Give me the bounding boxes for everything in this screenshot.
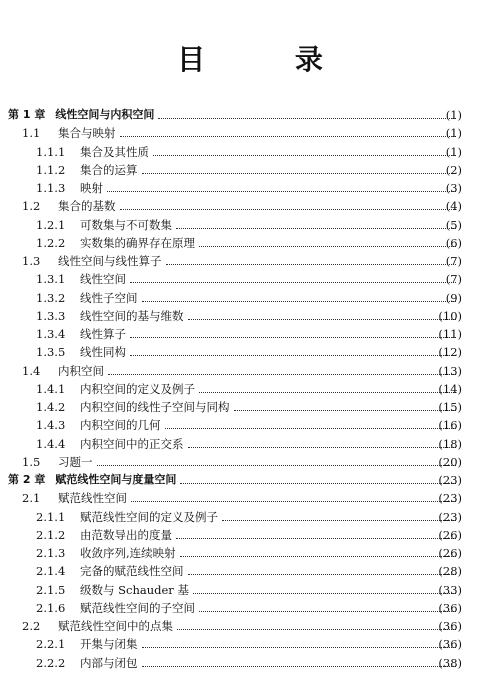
entry-number: 2.1.4 [36,564,66,579]
dot-leader [180,555,456,557]
entry-page-number: (23) [438,491,462,506]
entry-page-number: (36) [438,619,462,633]
entry-title: 线性空间与内积空间 [55,108,155,121]
entry-title: 集合及其性质 [80,144,149,159]
entry-number: 1.1.3 [36,181,66,195]
entry-page-number: (15) [438,400,462,414]
entry-number: 1.4.2 [36,400,66,414]
entry-title: 由范数导出的度量 [80,527,172,542]
toc-subsection-entry[interactable] [0,289,500,307]
entry-page-number: (18) [438,436,462,451]
entry-number: 1.1 [22,126,41,141]
entry-title: 赋范线性空间 [58,491,127,506]
entry-page-number: (1) [445,108,462,122]
entry-title: 开集与闭集 [80,637,138,652]
entry-page-number: (13) [438,363,462,378]
toc-subsection-entry[interactable] [0,398,500,416]
dot-leader [188,446,457,448]
entry-number: 1.5 [22,454,41,469]
entry-number: 1.3.3 [36,308,66,323]
entry-number: 2.1.6 [36,600,66,615]
entry-title: 线性空间的基与维数 [80,308,184,323]
entry-number: 1.3.2 [36,290,66,305]
toc-subsection-entry[interactable] [0,216,500,234]
dot-leader [199,245,456,247]
dot-leader [222,519,456,521]
entry-number: 2.2 [22,619,41,633]
entry-title: 内积空间的线性子空间与同构 [80,400,230,414]
toc-subsection-entry[interactable] [0,325,500,343]
toc-subsection-entry[interactable] [0,599,500,617]
entry-title: 线性空间与线性算子 [58,254,162,268]
dot-leader [130,354,456,356]
entry-page-number: (16) [438,418,462,433]
dot-leader [188,318,457,320]
page-title: 目 录 [177,43,363,76]
toc-subsection-entry[interactable] [0,161,500,179]
toc-subsection-entry[interactable] [0,654,500,672]
entry-number: 1.4 [22,363,41,378]
entry-page-number: (9) [445,290,462,305]
entry-title: 内积空间的几何 [80,418,161,433]
entry-number: 1.2.1 [36,217,66,232]
entry-title: 线性算子 [80,327,126,341]
toc-subsection-entry[interactable] [0,562,500,580]
entry-number: 1.4.1 [36,381,66,396]
dot-leader [176,537,456,539]
dot-leader [166,263,457,265]
toc-subsection-entry[interactable] [0,380,500,398]
entry-page-number: (7) [445,272,462,287]
entry-title: 赋范线性空间中的点集 [58,619,173,633]
dot-leader [97,464,457,466]
dot-leader [176,227,456,229]
toc-section-entry[interactable] [0,197,500,215]
entry-number: 2.2.2 [36,655,66,670]
entry-page-number: (26) [438,546,462,560]
entry-number: 1.3.4 [36,327,66,341]
entry-page-number: (3) [445,181,462,195]
entry-page-number: (38) [438,655,462,670]
entry-page-number: (33) [438,582,462,597]
entry-page-number: (10) [438,308,462,323]
entry-number: 2.2.1 [36,637,66,652]
toc-section-entry[interactable] [0,252,500,270]
entry-title: 级数与 Schauder 基 [80,582,189,597]
toc-section-entry[interactable] [0,453,500,471]
dot-leader [120,135,457,137]
entry-page-number: (36) [438,600,462,615]
dot-leader [130,281,456,283]
entry-page-number: (5) [445,217,462,232]
entry-number: 1.2.2 [36,235,66,250]
toc-section-entry[interactable] [0,489,500,507]
toc-chapter-entry[interactable] [0,106,500,124]
dot-leader [142,665,457,667]
entry-title: 线性空间 [80,272,126,287]
toc-subsection-entry[interactable] [0,526,500,544]
toc-subsection-entry[interactable] [0,435,500,453]
toc-subsection-entry[interactable] [0,635,500,653]
entry-number: 2.1.1 [36,509,66,524]
toc-subsection-entry[interactable] [0,416,500,434]
dot-leader [188,573,457,575]
entry-title: 习题一 [58,454,93,469]
entry-title: 内积空间的定义及例子 [80,381,195,396]
toc-subsection-entry[interactable] [0,143,500,161]
dot-leader [131,500,456,502]
toc-chapter-entry[interactable] [0,471,500,489]
entry-number: 2.1.5 [36,582,66,597]
dot-leader [199,610,456,612]
entry-number: 2.1.2 [36,527,66,542]
toc-subsection-entry[interactable] [0,307,500,325]
entry-title: 收敛序列,连续映射 [80,546,176,560]
entry-page-number: (36) [438,637,462,652]
entry-title: 赋范线性空间的定义及例子 [80,509,218,524]
entry-number: 2.1.3 [36,546,66,560]
dot-leader [142,300,457,302]
entry-page-number: (7) [445,254,462,268]
dot-leader [177,628,456,630]
toc-subsection-entry[interactable] [0,508,500,526]
entry-page-number: (26) [438,527,462,542]
dot-leader [234,409,457,411]
dot-leader [107,190,456,192]
toc-section-entry[interactable] [0,362,500,380]
dot-leader [142,172,457,174]
entry-title: 集合与映射 [58,126,116,141]
entry-page-number: (6) [445,235,462,250]
toc-subsection-entry[interactable] [0,544,500,562]
entry-number: 1.3.1 [36,272,66,287]
entry-number: 1.3 [22,254,41,268]
dot-leader [180,482,456,484]
entry-page-number: (23) [438,473,462,487]
entry-title: 线性同构 [80,345,126,360]
entry-number: 1.3.5 [36,345,66,360]
entry-title: 内积空间 [58,363,104,378]
toc-subsection-entry[interactable] [0,234,500,252]
entry-title: 集合的基数 [58,199,116,214]
dot-leader [130,336,456,338]
entry-page-number: (23) [438,509,462,524]
entry-page-number: (1) [445,144,462,159]
table-of-contents [0,106,500,672]
entry-title: 线性子空间 [80,290,138,305]
entry-title: 完备的赋范线性空间 [80,564,184,579]
dot-leader [158,117,456,119]
dot-leader [142,646,457,648]
entry-title: 可数集与不可数集 [80,217,172,232]
entry-title: 内积空间中的正交系 [80,436,184,451]
entry-number: 1.4.4 [36,436,66,451]
entry-page-number: (4) [445,199,462,214]
toc-subsection-entry[interactable] [0,270,500,288]
toc-subsection-entry[interactable] [0,343,500,361]
dot-leader [199,391,456,393]
entry-number: 1.4.3 [36,418,66,433]
dot-leader [153,154,456,156]
dot-leader [120,208,457,210]
entry-page-number: (11) [438,327,462,341]
entry-number: 第 1 章 [8,108,46,121]
entry-title: 赋范线性空间的子空间 [80,600,195,615]
entry-page-number: (14) [438,381,462,396]
entry-number: 1.1.1 [36,144,66,159]
dot-leader [193,592,456,594]
entry-page-number: (28) [438,564,462,579]
entry-number: 1.1.2 [36,162,66,177]
entry-page-number: (20) [438,454,462,469]
dot-leader [165,427,457,429]
toc-section-entry[interactable] [0,124,500,142]
entry-page-number: (2) [445,162,462,177]
entry-title: 内部与闭包 [80,655,138,670]
dot-leader [108,373,456,375]
entry-page-number: (1) [445,126,462,141]
entry-number: 1.2 [22,199,41,214]
toc-subsection-entry[interactable] [0,581,500,599]
entry-page-number: (12) [438,345,462,360]
entry-title: 实数集的确界存在原理 [80,235,195,250]
toc-subsection-entry[interactable] [0,179,500,197]
entry-title: 赋范线性空间与度量空间 [55,473,177,486]
entry-number: 第 2 章 [8,473,46,486]
entry-title: 映射 [80,181,103,195]
toc-section-entry[interactable] [0,617,500,635]
entry-title: 集合的运算 [80,162,138,177]
entry-number: 2.1 [22,491,41,506]
